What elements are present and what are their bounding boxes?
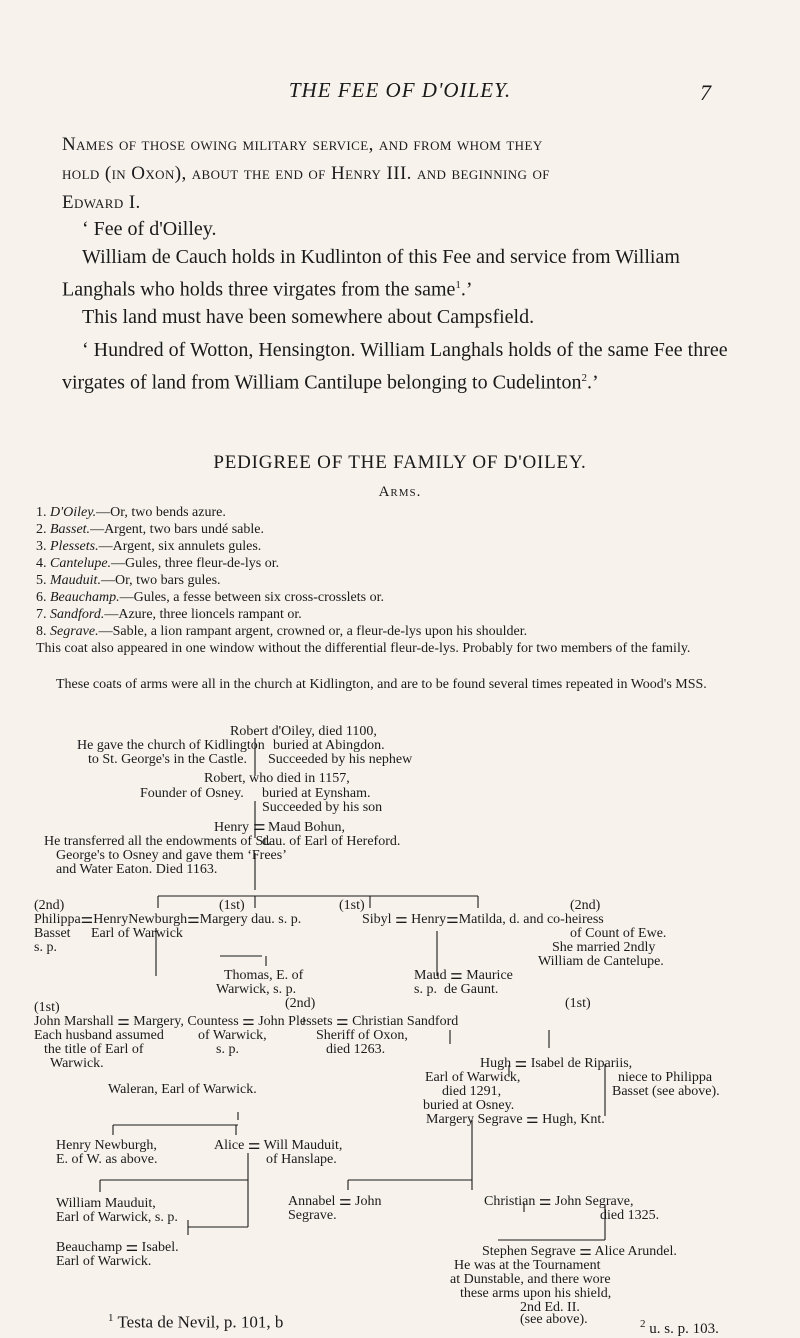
heading-line-3: Edward I. [62, 192, 141, 213]
hugh-note-3: buried at Osney. [423, 1098, 515, 1113]
matilda-note-1: of Count of Ewe. [570, 926, 667, 941]
arms-item: 4. Cantelupe.—Gules, three fleur-de-lys or. [36, 556, 280, 571]
person-henry-newburgh: Henry Newburgh, [56, 1138, 157, 1153]
person-robert-nephew: Robert, who died in 1157, [204, 771, 350, 786]
margery-note-2: s. p. [216, 1042, 239, 1057]
arms-item: 7. Sandford.—Azure, three lioncels rampant or. [36, 607, 302, 622]
stephen-note-3: these arms upon his shield, [460, 1286, 612, 1301]
order-label: (2nd) [285, 996, 316, 1011]
henry-note-3: and Water Eaton. Died 1163. [56, 862, 218, 877]
arms-note-kidlington: These coats of arms were all in the church at Kidlington, and are to be found several times repeated in Wood's MSS. [56, 677, 707, 692]
arms-item: 8. Segrave.—Sable, a lion rampant argent, crowned or, a fleur-de-lys upon his shoulder. [36, 624, 528, 639]
arms-item: 1. D'Oiley.—Or, two bends azure. [36, 505, 226, 520]
footnote-1: $^1$ Testa de Nevil, p. 101, b [108, 1312, 284, 1332]
plessets-note-2: died 1263. [326, 1042, 386, 1057]
stephen-note-5: (see above). [520, 1312, 588, 1327]
person-philippa: Philippa⚌HenryNewburgh⚌Margery dau. s. p. [34, 912, 302, 927]
person-maud-gaunt: Maud ⚌ Maurice [414, 968, 513, 983]
footnote-2: $^2$ u. s. p. 103. [640, 1318, 719, 1337]
footnote-ref-1[interactable]: 1 [455, 279, 461, 291]
robert2-note-1: Founder of Osney. [140, 786, 244, 801]
robert-note-4: Succeeded by his nephew [268, 752, 413, 767]
pedigree-title: PEDIGREE OF THE FAMILY OF D'OILEY. [213, 452, 587, 473]
annabel-note: Segrave. [288, 1208, 337, 1223]
quote-fee-doilley: ‘ Fee of d'Oilley. [82, 218, 217, 240]
hugh-note-1: Earl of Warwick, [425, 1070, 521, 1085]
order-label: (2nd) [34, 898, 65, 913]
matilda-note-2: She married 2ndly [552, 940, 656, 955]
arms-item: 2. Basset.—Argent, two bars undé sable. [36, 522, 264, 537]
heading-line-1: Names of those owing military service, and from whom they [62, 134, 543, 155]
person-robert-doiley: Robert d'Oiley, died 1100, [230, 724, 377, 739]
person-waleran: Waleran, Earl of Warwick. [108, 1082, 257, 1097]
william-mauduit-note: Earl of Warwick, s. p. [56, 1210, 178, 1225]
person-margery-line: John Marshall ⚌ Margery, Countess ⚌ John Plessets ⚌ Christian Sandford [34, 1014, 459, 1029]
marriage-sign: ⚌ [253, 819, 266, 834]
person-william-mauduit: William Mauduit, [56, 1196, 156, 1211]
order-label: (1st) [565, 996, 591, 1011]
arms-item: 5. Mauduit.—Or, two bars gules. [36, 573, 221, 588]
arms-item: 3. Plessets.—Argent, six annulets gules. [36, 539, 262, 554]
sp-label: s. p. [34, 940, 57, 955]
arms-note-window: This coat also appeared in one window without the differential fleur-de-lys. Probably for two members of the family. [36, 641, 691, 656]
order-label: (1st) [34, 1000, 60, 1015]
mauduit-note: of Hanslape. [266, 1152, 337, 1167]
maud-sp: s. p. de Gaunt. [414, 982, 499, 997]
thomas-note: Warwick, s. p. [216, 982, 297, 997]
robert2-note-3: Succeeded by his son [262, 800, 383, 815]
person-maud-bohun: Maud Bohun, [268, 820, 345, 835]
comment-campsfield: This land must have been somewhere about Campsfield. [82, 306, 535, 328]
quote-cauch-paragraph: William de Cauch holds in Kudlinton of this Fee and service from William Langhals who holds three virgates from the same$^1$.’ [62, 246, 680, 301]
hugh-note-2: died 1291, [442, 1084, 502, 1099]
stephen-note-2: at Dunstable, and there wore [450, 1272, 611, 1287]
margery-note-1: of Warwick, [198, 1028, 267, 1043]
henry-note-2: George's to Osney and gave them ‘Frees’ [56, 848, 287, 863]
husband-note-3: Warwick. [50, 1056, 104, 1071]
order-label: (1st) [219, 898, 245, 913]
robert2-note-2: buried at Eynsham. [262, 786, 371, 801]
john-segrave-note: died 1325. [600, 1208, 660, 1223]
footnote-ref-2[interactable]: 2 [581, 372, 587, 384]
plessets-note-1: Sheriff of Oxon, [316, 1028, 408, 1043]
robert-note-2: to St. George's in the Castle. [88, 752, 247, 767]
basset-label: Basset [34, 926, 71, 941]
isabel-note-2: Basset (see above). [612, 1084, 720, 1099]
person-margery-segrave: Margery Segrave ⚌ Hugh, Knt. [426, 1112, 605, 1127]
person-annabel: Annabel ⚌ John [288, 1194, 382, 1209]
husband-note-1: Each husband assumed [34, 1028, 164, 1043]
stephen-note-1: He was at the Tournament [454, 1258, 601, 1273]
order-label: (2nd) [570, 898, 601, 913]
matilda-note-3: William de Cantelupe. [538, 954, 664, 969]
order-label: (1st) [339, 898, 365, 913]
beauchamp-note: Earl of Warwick. [56, 1254, 152, 1269]
person-sibyl: Sibyl ⚌ Henry⚌Matilda, d. and co-heiress [362, 912, 604, 927]
isabel-note-1: niece to Philippa [618, 1070, 713, 1085]
quote-wotton-paragraph: ‘ Hundred of Wotton, Hensington. William Langhals holds of the same Fee three virgates of land from William Cantilupe belonging to Cudelinton$^2$.’ [62, 339, 728, 394]
person-christian: Christian ⚌ John Segrave, [484, 1194, 634, 1209]
person-beauchamp: Beauchamp ⚌ Isabel. [56, 1240, 179, 1255]
person-alice: Alice ⚌ Will Mauduit, [214, 1138, 343, 1153]
arms-title: Arms. [378, 484, 422, 500]
earl-warwick-label: Earl of Warwick [91, 926, 183, 941]
arms-item: 6. Beauchamp.—Gules, a fesse between six cross-crosslets or. [36, 590, 384, 605]
person-hugh-earl: Hugh ⚌ Isabel de Ripariis, [480, 1056, 633, 1071]
person-thomas: Thomas, E. of [224, 968, 304, 983]
running-head: THE FEE OF D'OILEY. [288, 78, 512, 102]
stephen-note-4: 2nd Ed. II. [520, 1300, 580, 1315]
maud-note: dau. of Earl of Hereford. [262, 834, 401, 849]
person-stephen-segrave: Stephen Segrave ⚌ Alice Arundel. [482, 1244, 677, 1259]
henry-newburgh-note: E. of W. as above. [56, 1152, 158, 1167]
robert-note-1: He gave the church of Kidlington [77, 738, 265, 753]
heading-line-2: hold (in Oxon), about the end of Henry III. and beginning of [62, 163, 550, 184]
husband-note-2: the title of Earl of [44, 1042, 144, 1057]
henry-note-1: He transferred all the endowments of St. [44, 834, 271, 849]
robert-note-3: buried at Abingdon. [273, 738, 385, 753]
person-henry: Henry [214, 820, 249, 835]
page-number: 7 [700, 80, 711, 105]
